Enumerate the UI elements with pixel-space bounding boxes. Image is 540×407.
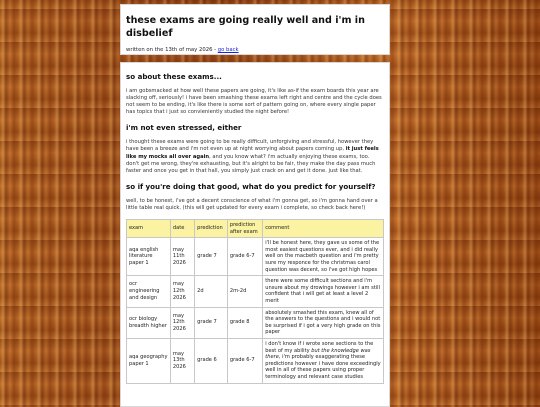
predictions-table [126,219,384,383]
comment-text: i'll be honest here, they gave us some of the most easiest questions ever, and i did really well on the macbeth question and i'm pretty sure my responce for the christmas carol question was decent, so i've got high hopes [265,240,380,273]
cell-exam: ocr engineering and design [127,276,170,306]
cell-comment [263,276,383,306]
cell-comment [263,339,383,383]
table-header-row [127,220,383,237]
header-panel [120,4,390,55]
cell-after: grade 8 [228,308,262,338]
written-date: written on the 13th of may 2026 - [126,47,218,53]
comment-text: absolutely smashed this exam, knew all of the answers to the questions and i would not be surprised if i got a very high grade on this paper [265,309,381,336]
cell-prediction: grade 7 [195,308,227,338]
cell-date: may 11th 2026 [171,238,194,275]
cell-prediction: 2d [195,276,227,306]
cell-exam: aqa english literature paper 1 [127,238,170,275]
post-meta [126,47,384,54]
table-row [127,238,383,275]
table-row [127,276,383,306]
cell-exam: ocr biology breadth higher [127,308,170,338]
cell-after: 2m-2d [228,276,262,306]
cell-prediction: grade 6 [195,339,227,383]
column-header-comment: comment [263,220,383,237]
table-row [127,339,383,383]
cell-comment [263,238,383,275]
section-body-predictions: well, to be honest, i've got a decent conscience of what i'm gonna get, so i'm gonna hand over a little table real quick. (this will get updated for every exam i complete, so check back here!) [126,197,378,211]
body-text: i thought these exams were going to be really difficult, unforgiving and stressful, however they have been a breeze and i'm not even up at night worrying about papers coming up, [126,139,374,153]
section-heading-predictions: so if you're doing that good, what do you predict for yourself? [126,181,376,191]
cell-date: may 12th 2026 [171,276,194,306]
column-header-prediction: prediction [195,220,227,237]
table-row [127,308,383,338]
go-back-link[interactable]: go back [217,47,239,53]
italic-text: but the knowledge was there [265,347,371,361]
column-header-exam: exam [127,220,170,237]
bold-text: it just feels like my mocks all over again [126,146,379,160]
post-panel [120,62,390,407]
cell-after: grade 6-7 [228,339,262,383]
comment-text: there were some difficult sections and i'm unsure about my drowings however i am still confident that i will get at least a level 2 merit [265,278,381,304]
section-heading-exams: so about these exams... [126,72,222,81]
cell-date: may 13th 2026 [171,339,194,383]
section-heading-stress: i'm not even stressed, either [126,123,242,133]
cell-after: grade 6-7 [228,238,262,275]
cell-exam: aqa geography paper 1 [127,339,170,383]
page-title: these exams are going really well and i'm in disbelief [126,15,365,39]
comment-text: i don't know if i wrote sone sections to the best of my ability [265,340,374,354]
comment-text: , i'm probably exaggerating these predictions however i have done exceedingly well in all of these papers using proper terminology and relevant case studies [265,354,381,380]
section-body-stress [126,139,384,174]
cell-comment [263,308,383,338]
cell-date: may 12th 2026 [171,308,194,338]
column-header-date: date [171,220,194,237]
section-body-exams: i am gobsmacked at how well these papers are going, it's like as-if the exam boards this year are slacking off, seriously! i have been smashing these exams left right and centre and the cycle does not seem to be ending, it's like there is some sort of pattern going on, where every single paper has topics that i just so convieniently studied the night before! [126,88,382,116]
column-header-prediction-after: prediction after exam [228,220,262,237]
body-text: , and you know what? i'm actually enjoying these exams, too. don't get me wrong, they're exhausting, but it's alright to be fair, they make the day pass much faster and once you get in that hall, you simply just crack on and get it done. just like that. [126,153,376,174]
cell-prediction: grade 7 [195,238,227,275]
